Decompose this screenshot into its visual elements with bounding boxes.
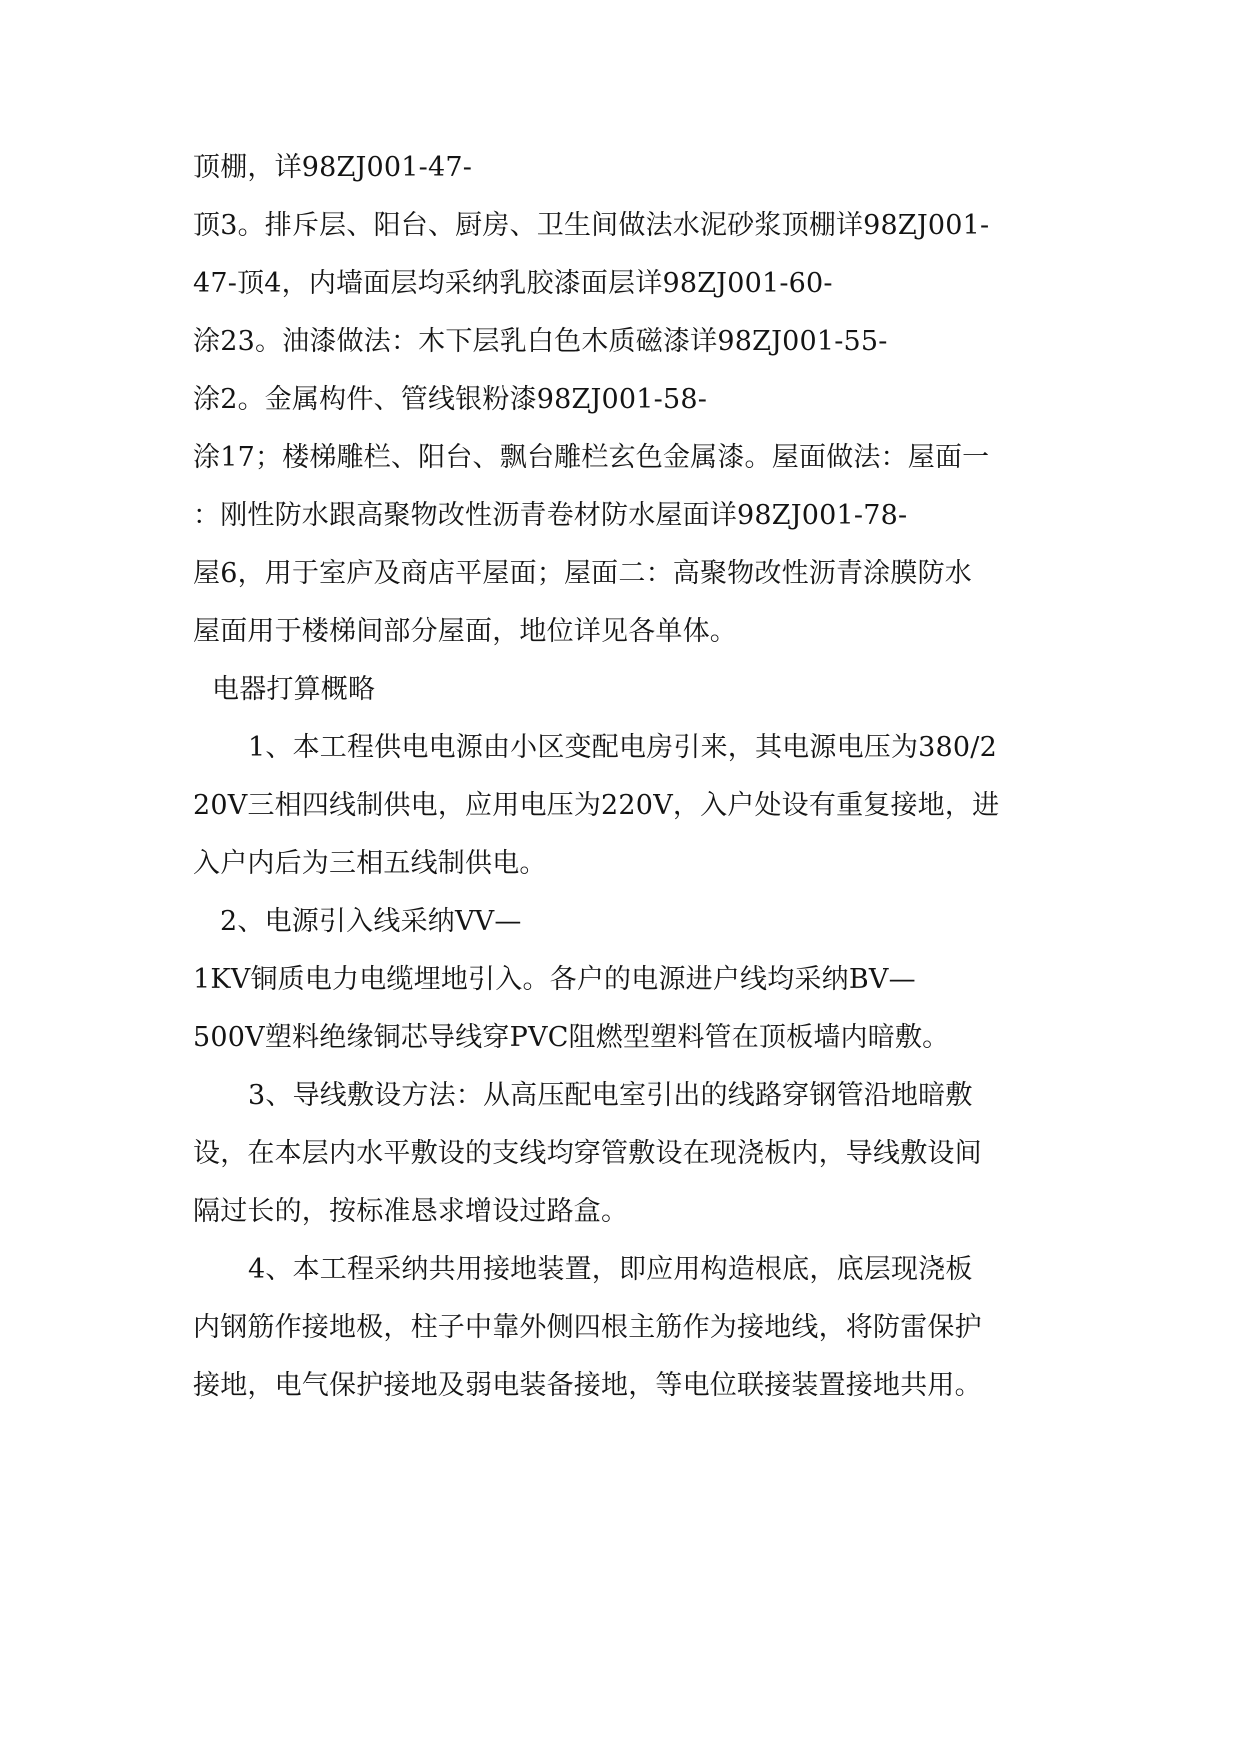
- text-line-7: ：刚性防水跟高聚物改性沥青卷材防水屋面详98ZJ001-78-: [193, 500, 908, 531]
- paragraph-4-line-2: 内钢筋作接地极，柱子中靠外侧四根主筋作为接地线，将防雷保护: [193, 1312, 982, 1343]
- text-line-2: 顶3。排斥层、阳台、厨房、卫生间做法水泥砂浆顶棚详98ZJ001-: [193, 210, 990, 241]
- text-line-3: 47-顶4，内墙面层均采纳乳胶漆面层详98ZJ001-60-: [193, 268, 833, 299]
- text-line-5: 涂2。金属构件、管线银粉漆98ZJ001-58-: [193, 384, 708, 415]
- paragraph-1-line-1: 1、本工程供电电源由小区变配电房引来，其电源电压为380/2: [248, 732, 997, 763]
- text-line-6: 涂17；楼梯雕栏、阳台、飘台雕栏玄色金属漆。屋面做法：屋面一: [193, 442, 990, 473]
- paragraph-2-line-3: 500V塑料绝缘铜芯导线穿PVC阻燃型塑料管在顶板墙内暗敷。: [193, 1022, 950, 1053]
- text-line-9: 屋面用于楼梯间部分屋面，地位详见各单体。: [193, 616, 737, 647]
- paragraph-4-line-3: 接地，电气保护接地及弱电装备接地，等电位联接装置接地共用。: [193, 1370, 982, 1401]
- paragraph-2-line-1: 2、电源引入线采纳VV—: [220, 906, 522, 937]
- paragraph-1-line-2: 20V三相四线制供电，应用电压为220V，入户处设有重复接地，进: [193, 790, 1000, 821]
- section-heading: 电器打算概略: [212, 674, 376, 705]
- text-line-1: 顶棚，详98ZJ001-47-: [193, 152, 473, 183]
- paragraph-2-line-2: 1KV铜质电力电缆埋地引入。各户的电源进户线均采纳BV—: [193, 964, 916, 995]
- text-line-8: 屋6，用于室庐及商店平屋面；屋面二：高聚物改性沥青涂膜防水: [193, 558, 972, 589]
- paragraph-3-line-3: 隔过长的，按标准恳求增设过路盒。: [193, 1196, 629, 1227]
- text-line-4: 涂23。油漆做法：木下层乳白色木质磁漆详98ZJ001-55-: [193, 326, 888, 357]
- paragraph-3-line-2: 设，在本层内水平敷设的支线均穿管敷设在现浇板内，导线敷设间: [193, 1138, 982, 1169]
- paragraph-1-line-3: 入户内后为三相五线制供电。: [193, 848, 547, 879]
- paragraph-4-line-1: 4、本工程采纳共用接地装置，即应用构造根底，底层现浇板: [248, 1254, 973, 1285]
- paragraph-3-line-1: 3、导线敷设方法：从高压配电室引出的线路穿钢管沿地暗敷: [248, 1080, 973, 1111]
